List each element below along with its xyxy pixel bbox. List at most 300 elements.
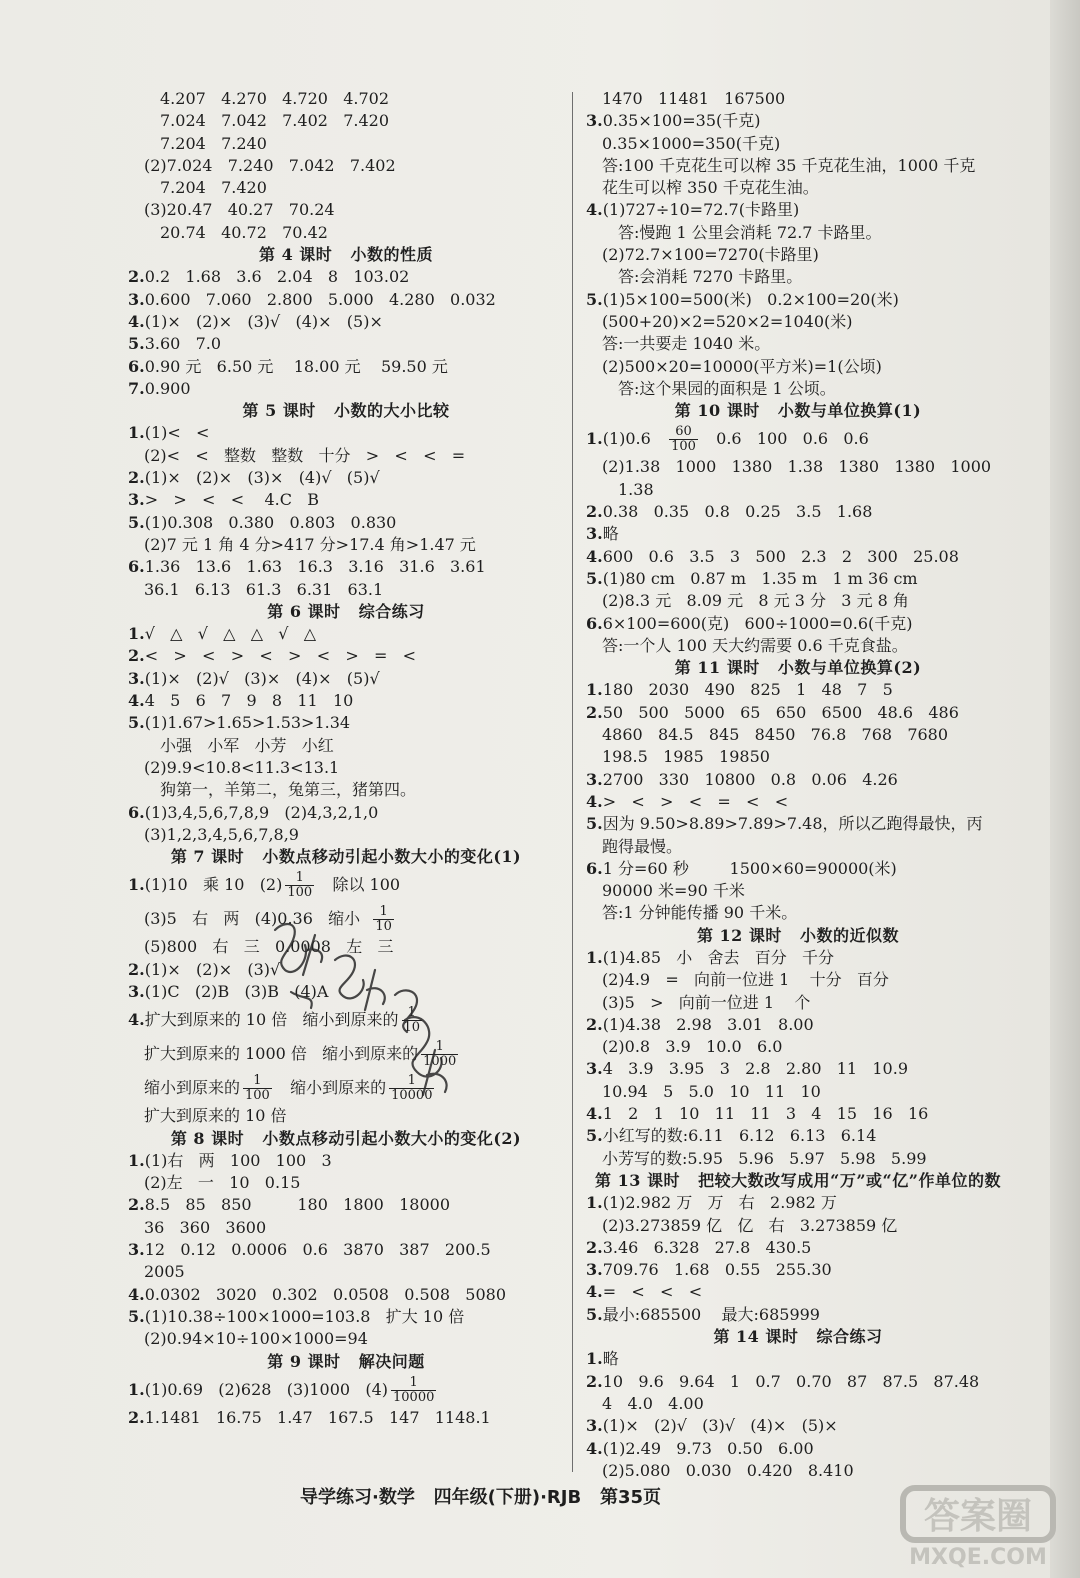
question-number: 3. xyxy=(128,981,145,1001)
question-number: 6. xyxy=(128,802,145,822)
question-number: 2. xyxy=(586,702,603,722)
answer-line xyxy=(128,556,564,578)
answer-text: 36.1 6.13 61.3 6.31 63.1 xyxy=(144,579,384,599)
question-number: 4. xyxy=(128,691,145,711)
answer-line xyxy=(586,1415,1010,1437)
answer-line xyxy=(586,746,1010,768)
answer-line xyxy=(128,110,564,132)
answer-line xyxy=(128,266,564,288)
answer-line xyxy=(586,546,1010,568)
question-number: 4. xyxy=(586,546,603,566)
fraction-denominator: 10 xyxy=(403,1020,421,1036)
answer-line xyxy=(128,155,564,177)
answer-line xyxy=(586,1393,1010,1415)
answer-text: 小红写的数:6.11 6.12 6.13 6.14 xyxy=(602,1126,877,1146)
answer-line xyxy=(128,534,564,556)
answer-line xyxy=(586,1148,1010,1170)
answer-text: 0.35×100=35(千克) xyxy=(602,111,761,131)
answer-line xyxy=(586,1259,1010,1281)
page-edge-shadow xyxy=(1050,0,1080,1578)
lesson-heading: 第 5 课时 小数的大小比较 xyxy=(242,401,450,421)
answer-text: (1)5×100=500(米) 0.2×100=20(米) xyxy=(602,289,899,309)
answer-text: 0.6 100 0.6 0.6 xyxy=(700,429,869,449)
fraction-numerator: 1 xyxy=(421,1040,458,1055)
lesson-heading: 第 11 课时 小数与单位换算(2) xyxy=(674,658,922,678)
answer-text: 8.5 85 850 180 1800 18000 xyxy=(144,1195,451,1215)
answer-line xyxy=(586,222,1010,244)
answer-text: (2)72.7×100=7270(卡路里) xyxy=(602,245,819,265)
answer-line xyxy=(128,579,564,601)
fraction-denominator: 100 xyxy=(671,439,696,455)
question-number: 5. xyxy=(586,1126,603,1146)
answer-text: 180 2030 490 825 1 48 7 5 xyxy=(602,680,893,700)
answer-line xyxy=(586,947,1010,969)
answer-line xyxy=(128,1407,564,1429)
answer-line xyxy=(586,110,1010,132)
question-number: 5. xyxy=(128,1306,145,1326)
answer-text: (2)5.080 0.030 0.420 8.410 xyxy=(602,1460,854,1480)
answer-text: 答:一共要走 1040 米。 xyxy=(602,334,771,354)
answer-text: 7.204 7.240 xyxy=(160,133,267,153)
answer-text: 600 0.6 3.5 3 500 2.3 2 300 25.08 xyxy=(602,546,959,566)
svg-text:答案圈: 答案圈 xyxy=(923,1496,1033,1537)
answer-text: √ △ √ △ △ √ △ xyxy=(144,624,317,644)
answer-text: (2)8.3 元 8.09 元 8 元 3 分 3 元 8 角 xyxy=(602,591,909,611)
answer-line xyxy=(586,356,1010,378)
fraction-numerator: 1 xyxy=(373,905,394,920)
answer-text: 1 分=60 秒 1500×60=90000(米) xyxy=(602,858,897,878)
answer-line xyxy=(586,177,1010,199)
question-number: 5. xyxy=(586,568,603,588)
answer-text: 3.46 6.328 27.8 430.5 xyxy=(602,1237,812,1257)
answer-text: (2)9.9<10.8<11.3<13.1 xyxy=(144,757,340,777)
answer-line xyxy=(586,635,1010,657)
answer-text: 0.90 元 6.50 元 18.00 元 59.50 元 xyxy=(144,356,448,376)
answer-text: 4.207 4.270 4.720 4.702 xyxy=(160,89,389,108)
answer-line xyxy=(586,1103,1010,1125)
question-number: 6. xyxy=(586,858,603,878)
answer-line xyxy=(128,1261,564,1283)
answer-line xyxy=(586,456,1010,478)
answer-text: 答:慢跑 1 公里会消耗 72.7 卡路里。 xyxy=(618,222,882,242)
answer-line xyxy=(586,1192,1010,1214)
lesson-heading: 第 8 课时 小数点移动引起小数大小的变化(2) xyxy=(170,1128,522,1148)
answer-text: 1.36 13.6 1.63 16.3 3.16 31.6 3.61 xyxy=(144,557,486,577)
answer-text: 4 4.0 4.00 xyxy=(602,1393,704,1413)
answer-line xyxy=(128,333,564,355)
answer-line xyxy=(128,467,564,489)
answer-line xyxy=(586,155,1010,177)
answer-line xyxy=(128,802,564,824)
answer-text: 跑得最慢。 xyxy=(602,836,683,856)
answer-text: (1)3,4,5,6,7,8,9 (2)4,3,2,1,0 xyxy=(144,802,379,822)
answer-text: 0.35×1000=350(千克) xyxy=(602,133,781,153)
answer-text: 0.600 7.060 2.800 5.000 4.280 0.032 xyxy=(144,289,496,309)
column-divider xyxy=(572,92,573,1472)
answer-text: 1.38 xyxy=(618,479,654,499)
question-number: 5. xyxy=(586,289,603,309)
answer-text: 1470 11481 167500 xyxy=(602,89,786,108)
answer-text: (1)× (2)× (3)× (4)√ (5)√ xyxy=(144,468,380,488)
answer-line xyxy=(128,378,564,400)
fraction-numerator: 1 xyxy=(243,1074,272,1089)
answer-text: 4860 84.5 845 8450 76.8 768 7680 xyxy=(602,725,949,745)
question-number: 1. xyxy=(586,1349,603,1369)
fraction-denominator: 10000 xyxy=(393,1389,435,1405)
answer-text: (1)C (2)B (3)B (4)A xyxy=(144,981,329,1001)
answer-text: (1)4.38 2.98 3.01 8.00 xyxy=(602,1014,814,1034)
answer-text: 答:会消耗 7270 卡路里。 xyxy=(618,267,803,287)
answer-line xyxy=(128,1150,564,1172)
answer-line xyxy=(128,1306,564,1328)
answer-text: 3.60 7.0 xyxy=(144,334,222,354)
answer-line xyxy=(128,1284,564,1306)
fraction-numerator: 1 xyxy=(389,1074,434,1089)
answer-line xyxy=(586,88,1010,110)
answer-text: 12 0.12 0.0006 0.6 3870 387 200.5 xyxy=(144,1240,491,1260)
answer-text: (1)× (2)√ (3)√ (4)× (5)× xyxy=(602,1416,838,1436)
answer-text: 答:这个果园的面积是 1 公顷。 xyxy=(618,378,836,398)
answer-column-left xyxy=(128,88,564,1429)
question-number: 6. xyxy=(586,613,603,633)
answer-text: < > < > < > < > = < xyxy=(144,646,417,666)
answer-line xyxy=(128,1328,564,1350)
fraction xyxy=(391,1376,436,1405)
answer-text: 10.94 5 5.0 10 11 10 xyxy=(602,1081,821,1101)
question-number: 3. xyxy=(586,524,603,544)
answer-line xyxy=(586,880,1010,902)
question-number: 2. xyxy=(128,1195,145,1215)
answer-text: (1)4.85 小 舍去 百分 千分 xyxy=(602,947,835,967)
question-number: 2. xyxy=(586,502,603,522)
answer-line xyxy=(586,501,1010,523)
lesson-heading: 第 10 课时 小数与单位换算(1) xyxy=(674,401,922,421)
answer-text: (1)0.69 (2)628 (3)1000 (4) xyxy=(144,1379,389,1399)
answer-line xyxy=(586,422,1010,456)
watermark-logo xyxy=(895,1478,1065,1574)
answer-text: (2)0.8 3.9 10.0 6.0 xyxy=(602,1037,783,1057)
question-number: 1. xyxy=(128,875,145,895)
answer-text: 0.0302 3020 0.302 0.0508 0.508 5080 xyxy=(144,1284,507,1304)
answer-line xyxy=(128,489,564,511)
question-number: 1. xyxy=(586,680,603,700)
answer-text: 50 500 5000 65 650 6500 48.6 486 xyxy=(602,702,959,722)
answer-text: 20.74 40.72 70.42 xyxy=(160,222,328,242)
lesson-heading: 第 6 课时 综合练习 xyxy=(267,601,425,621)
answer-text: 4 3.9 3.95 3 2.8 2.80 11 10.9 xyxy=(602,1059,908,1079)
answer-text: (2)500×20=10000(平方米)=1(公顷) xyxy=(602,356,882,376)
fraction-denominator: 100 xyxy=(245,1088,270,1104)
answer-line xyxy=(586,1281,1010,1303)
answer-text: (2)7.024 7.240 7.042 7.402 xyxy=(144,155,396,175)
question-number: 4. xyxy=(586,1104,603,1124)
answer-line xyxy=(128,1239,564,1261)
answer-text: (1)× (2)× (3)√ xyxy=(144,959,281,979)
answer-line xyxy=(586,311,1010,333)
question-number: 3. xyxy=(586,1260,603,1280)
answer-line xyxy=(128,199,564,221)
answer-text: (1)0.308 0.380 0.803 0.830 xyxy=(144,512,397,532)
answer-text: (1)2.49 9.73 0.50 6.00 xyxy=(602,1438,814,1458)
answer-text: (2)7 元 1 角 4 分>417 分>17.4 角>1.47 元 xyxy=(144,534,476,554)
answer-line xyxy=(586,244,1010,266)
answer-line xyxy=(586,858,1010,880)
answer-line xyxy=(128,1194,564,1216)
answer-text: 0.900 xyxy=(144,378,191,398)
question-number: 2. xyxy=(128,959,145,979)
answer-text: 6×100=600(克) 600÷1000=0.6(千克) xyxy=(602,613,913,633)
answer-line xyxy=(128,422,564,444)
question-number: 2. xyxy=(586,1237,603,1257)
answer-text: (2)3.273859 亿 亿 右 3.273859 亿 xyxy=(602,1215,898,1235)
question-number: 2. xyxy=(586,1014,603,1034)
answer-text: 除以 100 xyxy=(317,875,401,895)
answer-text: 答:1 分钟能传播 90 千米。 xyxy=(602,903,798,923)
answer-text: (1)80 cm 0.87 m 1.35 m 1 m 36 cm xyxy=(602,568,918,588)
lesson-heading: 第 12 课时 小数的近似数 xyxy=(696,925,900,945)
answer-text: 1 2 1 10 11 11 3 4 15 16 16 xyxy=(602,1104,929,1124)
question-number: 3. xyxy=(128,289,145,309)
answer-text: 扩大到原来的 1000 倍 缩小到原来的 xyxy=(144,1044,419,1064)
question-number: 4. xyxy=(586,1282,603,1302)
answer-line xyxy=(586,1058,1010,1080)
answer-text: 0.2 1.68 3.6 2.04 8 103.02 xyxy=(144,267,410,287)
answer-text: (3)5 右 两 (4)0.36 缩小 xyxy=(144,909,371,929)
answer-text: 最小:685500 最大:685999 xyxy=(602,1304,820,1324)
question-number: 5. xyxy=(586,814,603,834)
fraction-denominator: 100 xyxy=(287,885,313,901)
answer-line xyxy=(128,735,564,757)
fraction-denominator: 10 xyxy=(375,919,392,935)
fraction-denominator: 10000 xyxy=(391,1088,433,1104)
answer-line xyxy=(586,969,1010,991)
fraction xyxy=(285,871,314,900)
question-number: 1. xyxy=(586,429,603,449)
answer-line xyxy=(128,289,564,311)
answer-text: (3)20.47 40.27 70.24 xyxy=(144,200,335,220)
answer-text: 2700 330 10800 0.8 0.06 4.26 xyxy=(602,769,898,789)
answer-text: 709.76 1.68 0.55 255.30 xyxy=(602,1260,832,1280)
question-number: 3. xyxy=(586,769,603,789)
question-number: 4. xyxy=(128,1010,145,1030)
answer-line xyxy=(586,902,1010,924)
answer-text: 90000 米=90 千米 xyxy=(602,881,745,901)
answer-line xyxy=(128,311,564,333)
question-number: 3. xyxy=(586,1059,603,1079)
answer-line xyxy=(586,1304,1010,1326)
answer-line xyxy=(586,133,1010,155)
answer-line xyxy=(128,668,564,690)
question-number: 1. xyxy=(128,1379,145,1399)
answer-text: (1)0.6 xyxy=(602,429,667,449)
answer-text: (500+20)×2=520×2=1040(米) xyxy=(602,311,853,331)
question-number: 2. xyxy=(128,468,145,488)
question-number: 1. xyxy=(128,1150,145,1170)
answer-line xyxy=(586,702,1010,724)
answer-line xyxy=(586,1348,1010,1370)
answer-text: (1)10 乘 10 (2) xyxy=(144,875,283,895)
answer-line xyxy=(586,289,1010,311)
answer-text: 答:100 千克花生可以榨 35 千克花生油，1000 千克 xyxy=(602,155,976,175)
answer-line xyxy=(586,791,1010,813)
lesson-heading: 第 9 课时 解决问题 xyxy=(267,1351,425,1371)
question-number: 5. xyxy=(128,334,145,354)
question-number: 3. xyxy=(586,111,603,131)
answer-line xyxy=(128,1172,564,1194)
answer-line xyxy=(128,868,564,902)
question-number: 2. xyxy=(128,1407,145,1427)
question-number: 6. xyxy=(128,557,145,577)
answer-line xyxy=(128,623,564,645)
question-number: 3. xyxy=(128,668,145,688)
fraction-numerator: 1 xyxy=(391,1376,436,1391)
answer-text: 狗第一，羊第二，兔第三，猪第四。 xyxy=(160,780,417,800)
answer-line xyxy=(586,523,1010,545)
fraction-numerator: 1 xyxy=(285,871,314,886)
question-number: 5. xyxy=(128,713,145,733)
answer-text: (1)1.67>1.65>1.53>1.34 xyxy=(144,713,351,733)
answer-text: 10 9.6 9.64 1 0.7 0.70 87 87.5 87.48 xyxy=(602,1371,980,1391)
answer-text: 小强 小军 小芳 小红 xyxy=(160,735,334,755)
answer-text: 7.024 7.042 7.402 7.420 xyxy=(160,111,389,131)
question-number: 1. xyxy=(128,423,145,443)
answer-line xyxy=(586,679,1010,701)
answer-text: (1)× (2)√ (3)× (4)× (5)√ xyxy=(144,668,380,688)
answer-text: 略 xyxy=(602,1349,619,1369)
answer-line xyxy=(128,1373,564,1407)
answer-column-right xyxy=(586,88,1010,1482)
answer-text: (2)1.38 1000 1380 1.38 1380 1380 1000 xyxy=(602,457,992,477)
question-number: 5. xyxy=(586,1304,603,1324)
answer-text: > > < < 4.C B xyxy=(144,490,319,510)
fraction xyxy=(669,425,698,454)
answer-line xyxy=(586,1215,1010,1237)
question-number: 7. xyxy=(128,378,145,398)
lesson-heading: 第 13 课时 把较大数改写成用“万”或“亿”作单位的数 xyxy=(595,1170,1001,1190)
lesson-heading: 第 4 课时 小数的性质 xyxy=(259,245,433,265)
fraction-numerator: 60 xyxy=(669,425,698,440)
question-number: 6. xyxy=(128,356,145,376)
answer-line xyxy=(128,356,564,378)
answer-line xyxy=(128,690,564,712)
answer-line xyxy=(586,333,1010,355)
answer-line xyxy=(128,445,564,467)
answer-text: 198.5 1985 19850 xyxy=(602,747,770,767)
question-number: 4. xyxy=(128,311,145,331)
answer-text: (1)2.982 万 万 右 2.982 万 xyxy=(602,1193,837,1213)
answer-text: 0.38 0.35 0.8 0.25 3.5 1.68 xyxy=(602,502,873,522)
answer-line xyxy=(128,222,564,244)
answer-line xyxy=(586,1036,1010,1058)
answer-text: 扩大到原来的 10 倍 xyxy=(144,1106,287,1126)
answer-line xyxy=(586,1014,1010,1036)
question-number: 4. xyxy=(586,200,603,220)
answer-line xyxy=(128,133,564,155)
lesson-heading: 第 7 课时 小数点移动引起小数大小的变化(1) xyxy=(170,847,522,867)
answer-line xyxy=(586,266,1010,288)
answer-text: 缩小到原来的 xyxy=(274,1078,387,1098)
answer-line xyxy=(586,1125,1010,1147)
question-number: 2. xyxy=(586,1371,603,1391)
answer-text: (2)0.94×10÷100×1000=94 xyxy=(144,1329,368,1349)
answer-line xyxy=(586,613,1010,635)
answer-line xyxy=(128,757,564,779)
answer-text: (1)× (2)× (3)√ (4)× (5)× xyxy=(144,311,383,331)
question-number: 3. xyxy=(128,1240,145,1260)
answer-text: 7.204 7.420 xyxy=(160,178,267,198)
question-number: 1. xyxy=(586,947,603,967)
question-number: 3. xyxy=(586,1416,603,1436)
answer-text: (2)4.9 = 向前一位进 1 十分 百分 xyxy=(602,970,889,990)
answer-line xyxy=(586,836,1010,858)
answer-text: 36 360 3600 xyxy=(144,1217,267,1237)
answer-line xyxy=(586,479,1010,501)
answer-line xyxy=(586,590,1010,612)
fraction-numerator: 1 xyxy=(402,1006,423,1021)
answer-line xyxy=(586,568,1010,590)
answer-text: 小芳写的数:5.95 5.96 5.97 5.98 5.99 xyxy=(602,1148,927,1168)
answer-line xyxy=(586,378,1010,400)
question-number: 3. xyxy=(128,490,145,510)
answer-text: (5)800 右 三 0.0008 左 三 xyxy=(144,937,394,957)
answer-line xyxy=(586,1371,1010,1393)
question-number: 2. xyxy=(128,646,145,666)
question-number: 4. xyxy=(128,1284,145,1304)
answer-line xyxy=(128,824,564,846)
answer-text: 答:一个人 100 天大约需要 0.6 千克食盐。 xyxy=(602,635,908,655)
answer-line xyxy=(586,769,1010,791)
svg-text:MXQE.COM: MXQE.COM xyxy=(909,1545,1047,1570)
answer-line xyxy=(586,724,1010,746)
answer-line xyxy=(128,88,564,110)
answer-text: (1)10.38÷100×1000=103.8 扩大 10 倍 xyxy=(144,1306,465,1326)
question-number: 5. xyxy=(128,512,145,532)
answer-line xyxy=(128,1217,564,1239)
answer-line xyxy=(586,813,1010,835)
answer-text: (3)1,2,3,4,5,6,7,8,9 xyxy=(144,824,299,844)
answer-line xyxy=(128,512,564,534)
fraction-denominator: 1000 xyxy=(423,1054,457,1070)
answer-text: (1)< < xyxy=(144,423,210,443)
answer-line xyxy=(586,199,1010,221)
question-number: 4. xyxy=(586,1438,603,1458)
answer-text: 略 xyxy=(602,524,619,544)
answer-line xyxy=(128,712,564,734)
answer-line xyxy=(128,645,564,667)
answer-text: 2005 xyxy=(144,1262,185,1282)
answer-text: 花生可以榨 350 千克花生油。 xyxy=(602,178,819,198)
answer-text: (1)右 两 100 100 3 xyxy=(144,1150,332,1170)
answer-text: 1.1481 16.75 1.47 167.5 147 1148.1 xyxy=(144,1407,491,1427)
answer-text: 因为 9.50>8.89>7.89>7.48，所以乙跑得最快，丙 xyxy=(602,814,983,834)
answer-text: 缩小到原来的 xyxy=(144,1078,241,1098)
answer-line xyxy=(586,1081,1010,1103)
handwritten-scribble xyxy=(255,900,475,1120)
answer-text: 4 5 6 7 9 8 11 10 xyxy=(144,691,354,711)
question-number: 2. xyxy=(128,267,145,287)
answer-text: 扩大到原来的 10 倍 缩小到原来的 xyxy=(144,1010,399,1030)
answer-text: = < < < xyxy=(602,1282,703,1302)
answer-line xyxy=(586,992,1010,1014)
answer-line xyxy=(586,1438,1010,1460)
answer-text: > < > < = < < xyxy=(602,791,789,811)
answer-text: (2)左 一 10 0.15 xyxy=(144,1173,301,1193)
page-footer: 导学练习·数学 四年级(下册)·RJB 第35页 xyxy=(300,1487,662,1508)
answer-line xyxy=(128,779,564,801)
answer-line xyxy=(586,1237,1010,1259)
lesson-heading: 第 14 课时 综合练习 xyxy=(713,1327,883,1347)
answer-line xyxy=(128,177,564,199)
